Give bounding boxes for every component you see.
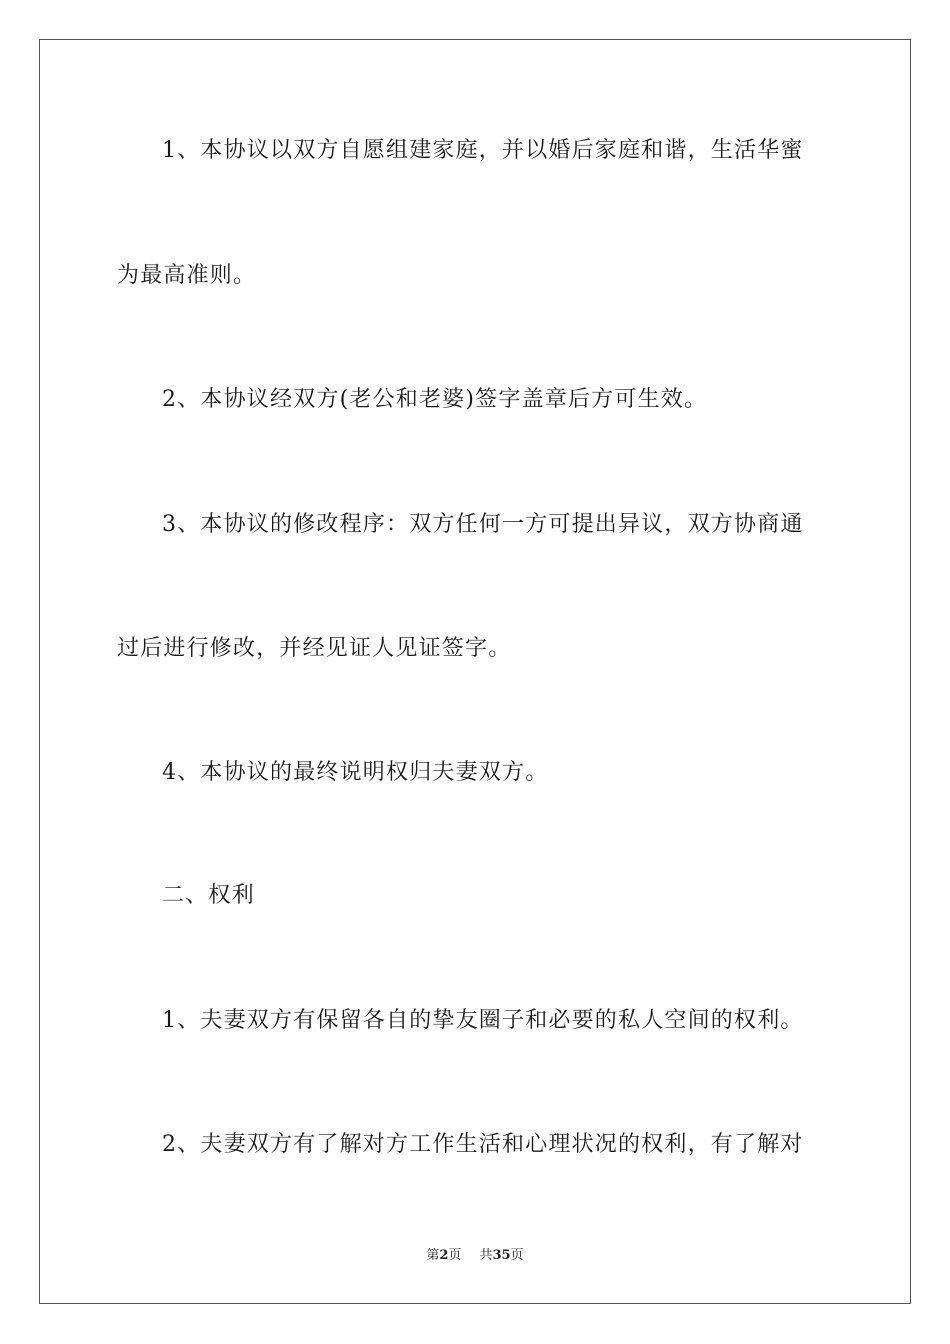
- total-pages: 35: [492, 1248, 511, 1263]
- paragraph-line: 1、本协议以双方自愿组建家庭，并以婚后家庭和谐，生活华蜜: [162, 138, 804, 163]
- paragraph-line: 3、本协议的修改程序：双方任何一方可提出异议，双方协商通: [162, 512, 804, 537]
- page-prefix: 第: [426, 1248, 440, 1263]
- paragraph-line: 4、本协议的最终说明权归夫妻双方。: [162, 760, 549, 785]
- page-suffix: 页: [448, 1248, 462, 1263]
- total-suffix: 页: [510, 1248, 524, 1263]
- total-prefix: 共: [479, 1248, 493, 1263]
- page-border: [39, 39, 911, 1304]
- page-number: 2: [439, 1248, 449, 1263]
- paragraph-line: 为最高准则。: [117, 263, 257, 288]
- paragraph-line: 过后进行修改，并经见证人见证签字。: [117, 636, 512, 661]
- paragraph-line: 2、夫妻双方有了解对方工作生活和心理状况的权利，有了解对: [162, 1132, 804, 1157]
- paragraph-line: 1、夫妻双方有保留各自的挚友圈子和必要的私人空间的权利。: [162, 1008, 804, 1033]
- paragraph-line: 2、本协议经双方(老公和老婆)签字盖章后方可生效。: [162, 387, 708, 412]
- page-footer: [0, 1247, 950, 1265]
- section-heading: 二、权利: [162, 883, 255, 908]
